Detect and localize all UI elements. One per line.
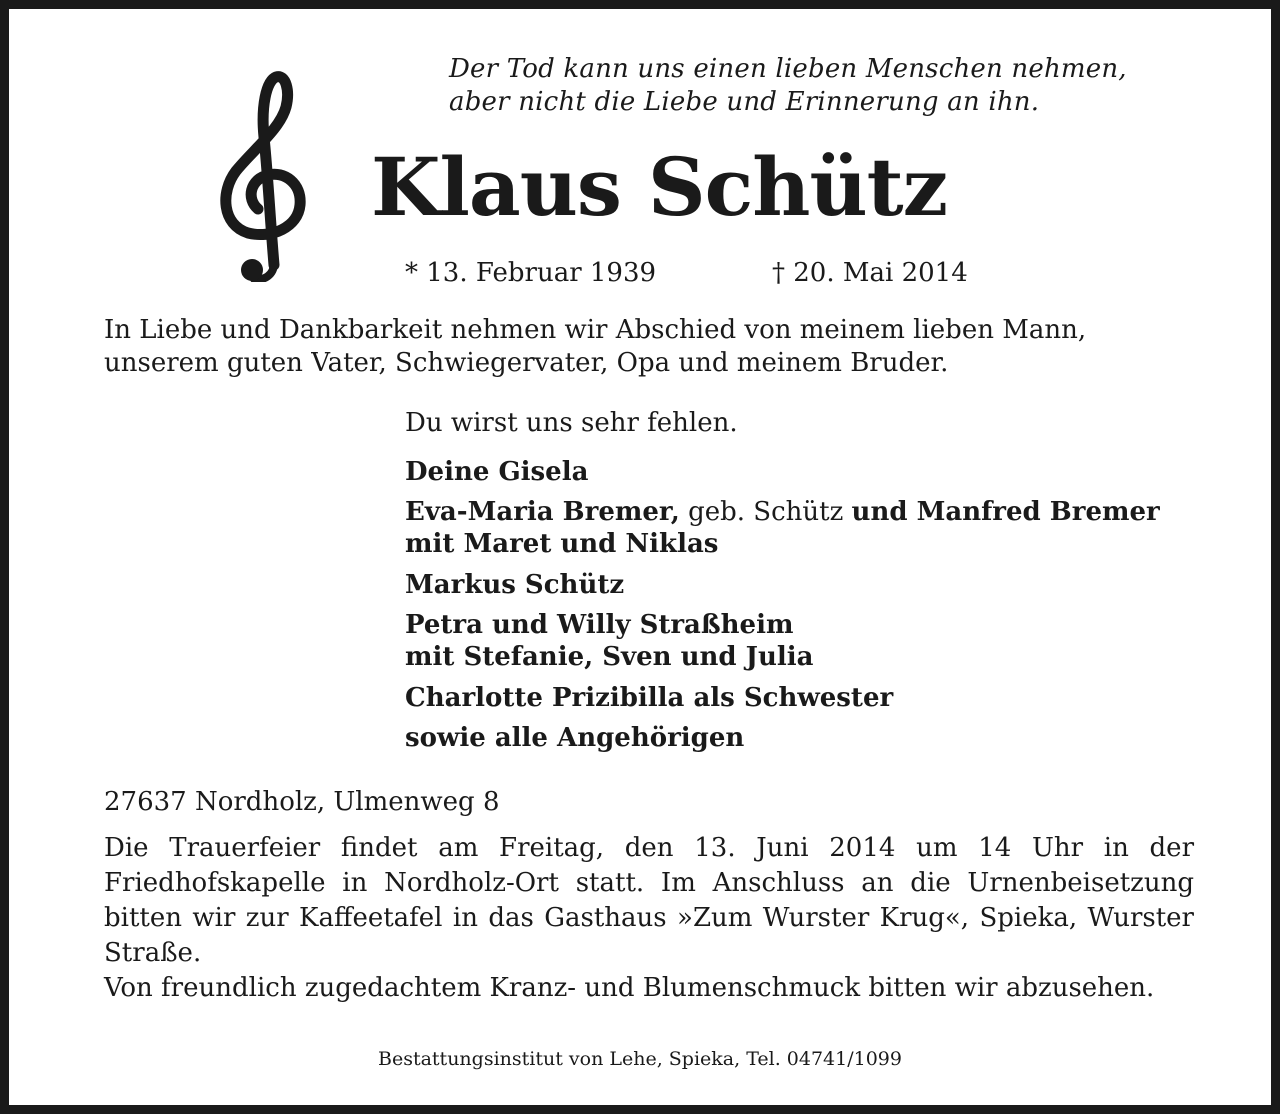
mourner-charlotte: Charlotte Prizibilla als Schwester bbox=[405, 683, 894, 713]
quote-line-2: aber nicht die Liebe und Erinnerung an ihn. bbox=[449, 87, 1040, 117]
family-address: 27637 Nordholz, Ulmenweg 8 bbox=[104, 787, 500, 817]
mourner-gisela: Deine Gisela bbox=[405, 457, 589, 487]
intro-text bbox=[104, 314, 1086, 380]
mourner-manfred: und Manfred Bremer bbox=[851, 497, 1160, 527]
memorial-quote bbox=[449, 53, 1127, 119]
mourner-petra-children: mit Stefanie, Sven und Julia bbox=[405, 642, 814, 672]
flowers-request-text: Von freundlich zugedachtem Kranz- und Blumenschmuck bitten wir abzusehen. bbox=[104, 973, 1155, 1003]
deceased-name: Klaus Schütz bbox=[371, 140, 948, 234]
mourner-eva-maria-name: Eva-Maria Bremer, bbox=[405, 497, 680, 527]
intro-line-1: In Liebe und Dankbarkeit nehmen wir Abschied von meinem lieben Mann, bbox=[104, 315, 1087, 345]
mourner-others: sowie alle Angehörigen bbox=[405, 723, 745, 753]
birth-date: * 13. Februar 1939 bbox=[405, 258, 657, 288]
funeral-service-text: Die Trauerfeier findet am Freitag, den 13. Juni 2014 um 14 Uhr in der Friedhofskapelle in Nordholz-Ort statt. Im Anschluss an die Urnenbeisetzung bitten wir zur Kaffeetafel in das Gasthaus »Zum Wurster Krug«, Spieka, Wurster Straße. bbox=[104, 833, 1194, 968]
mourner-eva-maria-nee: geb. Schütz bbox=[688, 497, 844, 527]
mourner-markus: Markus Schütz bbox=[405, 570, 625, 600]
mourner-petra-willy: Petra und Willy Straßheim bbox=[405, 610, 794, 640]
farewell-line: Du wirst uns sehr fehlen. bbox=[405, 408, 738, 438]
funeral-home-credit: Bestattungsinstitut von Lehe, Spieka, Tel. 04741/1099 bbox=[378, 1048, 902, 1070]
death-date: † 20. Mai 2014 bbox=[772, 258, 968, 288]
mourner-eva-maria bbox=[405, 496, 1160, 528]
treble-clef-icon bbox=[214, 67, 314, 282]
quote-line-1: Der Tod kann uns einen lieben Menschen nehmen, bbox=[449, 54, 1127, 84]
intro-line-2: unserem guten Vater, Schwiegervater, Opa und meinem Bruder. bbox=[104, 348, 949, 378]
mourner-eva-maria-children: mit Maret und Niklas bbox=[405, 529, 719, 559]
